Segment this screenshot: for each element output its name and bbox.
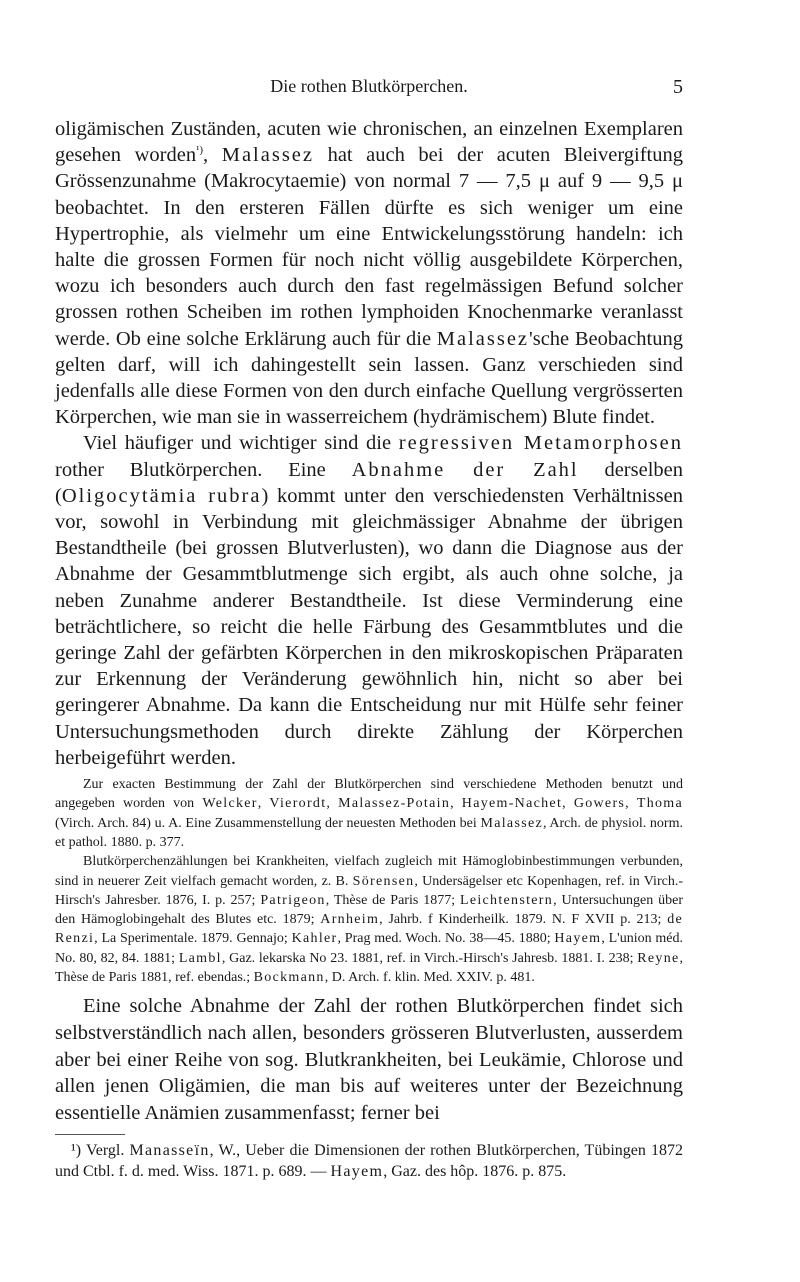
author-name: de Renzi (55, 912, 684, 947)
text-run: Viel häufiger und wichtiger sind die (83, 432, 399, 455)
text-run: Vergl. (81, 1142, 130, 1160)
text-run: , (326, 796, 339, 812)
author-name: Malassez (480, 815, 543, 831)
page-header (55, 76, 683, 102)
paragraph-3: Eine solche Abnahme der Zahl der rothen Blutkörperchen findet sich selbstverständlich nach allen, besonders grösseren Blutverlusten, ausserdem aber bei einer Reihe von sog. Blutkrankheiten, bei Leukämie, Chlorose und allen jenen Oligämien, die man bis auf weiteres unter der Bezeichnung essentielle Anämien zusammenfasst; ferner bei (55, 995, 683, 1124)
text-run: , Gaz. lekarska No 23. 1881, ref. in Virch.-Hirsch's Jahresb. 1881. I. 238; (221, 950, 638, 966)
emphasis: Abnahme der Zahl (351, 458, 579, 481)
author-name: Bockmann (253, 970, 325, 986)
author-name: Thoma (636, 796, 683, 812)
text-run: Zur exacten Bestimmung der Zahl der Blutkörperchen sind verschiedene Methoden benutzt und angegeben worden von (55, 777, 683, 812)
text-run: , Jahrb. f Kinderheilk. 1879. N. F XVII p. 213; (379, 912, 668, 928)
page-number: 5 (673, 76, 683, 98)
author-name: Gowers (573, 796, 626, 812)
footnote-1 (55, 1141, 683, 1182)
footnote-divider (55, 1134, 125, 1135)
author-name: Welcker (202, 796, 258, 812)
paragraph-2 (55, 430, 683, 771)
author-name: Vierordt (269, 796, 327, 812)
author-name: Malassez (221, 144, 315, 167)
text-run: , Thèse de Paris 1881, ref. ebendas.; (55, 950, 684, 986)
text-run: , Prag med. Woch. No. 38—45. 1880; (337, 931, 555, 947)
text-run: (Virch. Arch. 84) u. A. Eine Zusammenstellung der neuesten Methoden bei (55, 815, 481, 831)
text-run: , (450, 796, 462, 812)
footnote-ref: ¹) (196, 144, 204, 157)
author-name: Hayem (554, 931, 602, 947)
author-name: Malassez (436, 327, 530, 350)
paragraph-1 (55, 116, 683, 430)
text-run: , (203, 144, 222, 167)
small-paragraph-1 (55, 775, 683, 852)
author-name: Patrigeon (260, 892, 326, 908)
emphasis: Oligocytämia rubra (61, 484, 262, 507)
text-run: rother Blutkörperchen. Eine (55, 458, 352, 481)
text-run: , (625, 796, 637, 812)
author-name: Arnheim (320, 912, 380, 928)
main-text (55, 116, 683, 771)
text-run: , Untersuchungen über den Hämoglobingehalt des Blutes etc. 1879; (55, 892, 684, 928)
text-run: Blutkörperchenzählungen bei Krankheiten, vielfach zugleich mit Hämoglobinbestimmungen verbunden, sind in neuerer Zeit vielfach gemacht worden, z. B. (55, 854, 683, 889)
author-name: Hayem-Nachet (461, 796, 563, 812)
author-name: Hayem (330, 1162, 384, 1180)
author-name: Lambl (178, 950, 222, 966)
text-run: , L'union méd. No. 80, 82, 84. 1881; (55, 931, 683, 966)
text-run: , (257, 796, 270, 812)
text-run: hat auch bei der acuten Bleivergiftung Grössenzunahme (Makrocytaemie) von normal 7 — 7,5 μ auf 9 — 9,5 μ beobachtet. In den ersteren Fällen dürfte es sich weniger um eine Hypertrophie, als vielmehr um eine Entwickelungsstörung handeln: ich halte die grossen Formen für noch nicht völlig ausgebildete Körperchen, wozu ich besonders auch durch den fast regelmässigen Befund solcher grossen rothen Scheiben im rothen lymphoiden Knochenmarke veranlasst werde. Ob eine solche Erklärung auch für die (55, 144, 684, 350)
author-name: Sörensen (352, 873, 415, 889)
text-run: , Arch. de physiol. norm. et pathol. 1880. p. 377. (55, 815, 683, 850)
running-title: Die rothen Blutkörperchen. (270, 76, 468, 96)
author-name: Kahler (291, 931, 338, 947)
text-run: , Undersägelser etc Kopenhagen, ref. in Virch.-Hirsch's Jahresber. 1876, I. p. 257; (55, 873, 683, 908)
author-name: Malassez-Potain (338, 796, 451, 812)
footnote (55, 1141, 683, 1182)
text-run: , Thèse de Paris 1877; (325, 892, 460, 908)
main-text-continued (55, 993, 683, 1126)
text-run: , (562, 796, 574, 812)
text-run: ) kommt unter den verschiedensten Verhältnissen vor, sowohl in Verbindung mit gleichmässiger Abnahme der übrigen Bestandtheile (bei grossen Blutverlusten), wo dann die Diagnose aus der Abnahme der Gesammtblutmenge sich ergibt, als auch ohne solche, ja neben Zunahme anderer Bestandtheile. Ist diese Verminderung eine beträchtlichere, so reicht die helle Färbung des Gesammtblutes und die geringe Zahl der gefärbten Körperchen in den mikroskopischen Präparaten zur Erkennung der Veränderung gewöhnlich hin, nicht so aber bei geringerer Abnahme. Da kann die Entscheidung nur mit Hülfe sehr feiner Untersuchungsmethoden durch direkte Zählung der Körperchen herbeigeführt werden. (55, 484, 683, 769)
emphasis: regressiven Metamorphosen (398, 432, 683, 455)
text-run: derselben ( (55, 458, 683, 507)
text-run: , Gaz. des hôp. 1876. p. 875. (383, 1162, 567, 1180)
author-name: Reyne (637, 950, 680, 966)
author-name: Manasseïn (129, 1142, 210, 1160)
book-page (55, 76, 683, 1182)
text-run: , La Sperimentale. 1879. Gennajo; (94, 931, 292, 947)
text-run: , W., Ueber die Dimensionen der rothen Blutkörperchen, Tübingen 1872 und Ctbl. f. d. med. Wiss. 1871. p. 689. — (55, 1142, 684, 1180)
text-run: , D. Arch. f. klin. Med. XXIV. p. 481. (324, 970, 535, 986)
footnote-mark: ¹) (71, 1142, 82, 1160)
small-print-notes (55, 775, 683, 987)
author-name: Leichtenstern (459, 892, 554, 908)
text-run: 'sche Beobachtung gelten darf, will ich dahingestellt sein lassen. Ganz verschieden sind jedenfalls alle diese Formen von den durch einfache Quellung vergrösserten Körperchen, wie man sie in wasserreichem (hydrämischem) Blute findet. (55, 327, 683, 429)
small-paragraph-2 (55, 852, 683, 987)
text-run: oligämischen Zuständen, acuten wie chronischen, an einzelnen Exemplaren gesehen worden (55, 118, 683, 167)
